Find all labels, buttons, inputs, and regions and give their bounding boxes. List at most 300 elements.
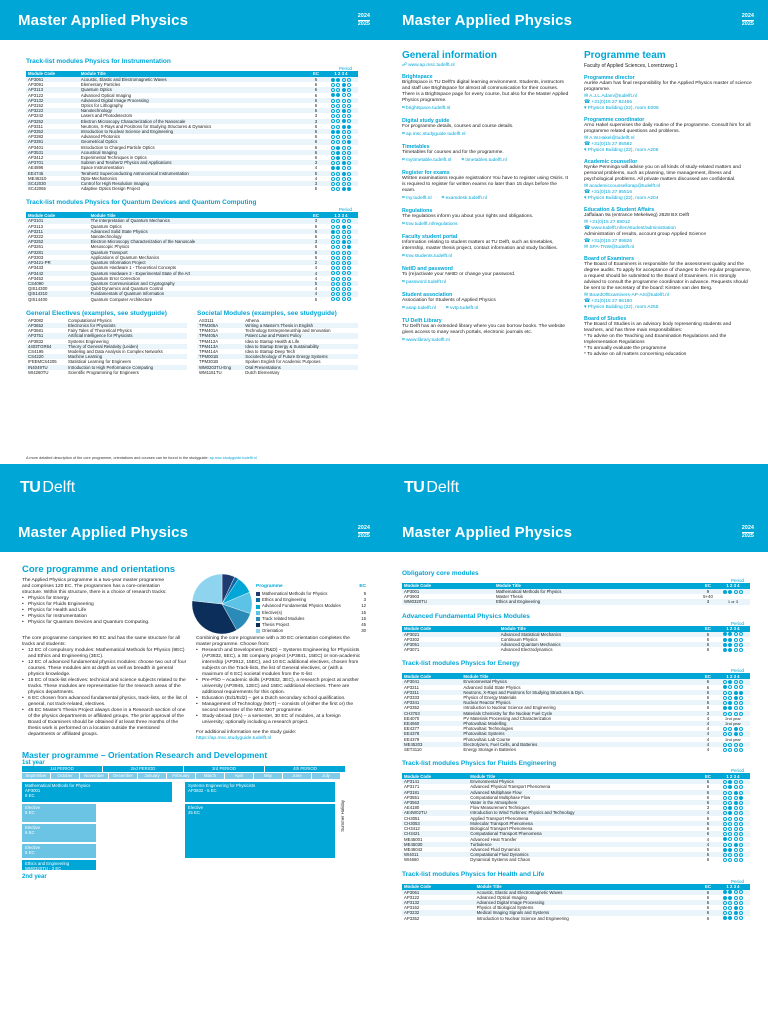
period-dot-filled [336,146,340,150]
period-dot-empty [734,817,738,821]
period-label: Period [730,620,744,626]
info-link[interactable]: ⌗ tnw.students.tudelft.nl [402,254,453,259]
module-code: EE4379 [404,736,420,742]
module-ec: 6 [314,254,318,260]
team-heading: Programme coordinator [584,117,645,123]
period-dot-empty [739,785,743,789]
module-code: AP3071 [404,647,420,653]
module-title: Advanced Physical Transport Phenomena [470,784,551,790]
module-code: AP3252 [26,239,89,244]
link-row [402,104,570,112]
period-label: Period [730,578,744,583]
module-title: Experimental Techniques in Optics [80,155,147,161]
info-heading: Regulations [402,208,433,214]
column-header-periods: 1 2 3 4 [716,673,750,679]
month-cell: April [225,773,253,779]
module-ec: 6 [700,632,716,637]
contact-line[interactable]: ☎ +31(0)15 27 85516 [584,190,632,195]
period-label: Period [730,768,744,774]
period-dot-empty [723,748,727,752]
module-ec: 4 [314,275,318,281]
team-text: Jaffalaan 9a (entrance Mekelweg) 2628 BX Delft [584,213,690,218]
module-title: Optics for Lithography [80,103,123,109]
header-band [384,512,768,552]
list-item: • Physics for Health and Life [22,608,172,614]
module-code: AP3311 [28,123,43,129]
contact-line[interactable]: ✉ SPA-TNW@tudelft.nl [584,245,635,250]
module-ec: 6 [314,123,318,129]
module-code: AP3341 [402,700,461,705]
module-code: AP3162 [404,905,420,911]
period-dot-empty [347,277,351,281]
module-title: PV Materials Processing and Characterization [463,715,552,721]
module-title: Theory of General Relativity (Leiden) [66,344,187,349]
module-ec: 6 [706,705,710,711]
period-dot-filled [331,93,335,97]
period-dot-empty [342,292,346,296]
period-dot-empty [739,858,743,862]
tudelft-logo: TU Delft [404,479,460,496]
period-dot-filled [342,119,346,123]
period-dot-empty [734,832,738,836]
module-code: AP3021 [402,632,499,637]
module-title: Opto-Mechatronics [80,175,118,181]
module-code: CS4090 [26,281,89,286]
period-dot-empty [336,277,340,281]
module-code: TPM412A [199,338,219,344]
table-row [402,599,750,604]
period-dot-empty [347,146,351,150]
module-ec: 4 [314,175,318,181]
module-ec: 6 [308,87,324,92]
period-dot-empty [734,858,738,862]
legend-swatch [256,592,260,596]
block-systems-engineering: Systems Engineering for Physicists AP3832 - 5 EC [185,782,335,802]
period-dot-empty [342,277,346,281]
list-item: • Physics for Quantum Devices and Quantum Computing. [22,620,172,626]
module-ec: 6 [308,98,324,103]
website-link[interactable]: ☍ www.ap.msc.tudelft.nl [402,63,455,68]
module-title: Oral Presentations [243,365,358,370]
page-instrumentation [0,0,384,512]
module-title: Quantum Error Correction [90,275,141,281]
info-link[interactable]: ⌗ www.library.tudelft.nl [402,338,450,343]
module-title: Advanced Digital Image Processing [475,900,700,905]
module-title: Introduction to Wind Turbines: Physics and Technology [468,810,700,815]
module-code: AP3061 [26,77,79,82]
module-title: Modeling and Data Analysis in Complex Networks [68,348,163,354]
module-code: AP3001 [402,589,494,594]
module-code: EE4660 [402,721,461,726]
module-ec: 6 [706,636,710,642]
module-title: Machine Learning [66,354,187,359]
module-ec: 6 [314,155,318,161]
month-cell: July [312,773,340,779]
module-title: Materials Chemistry for the Nuclear Fuel Cycle [461,711,700,716]
module-title: Master Thesis [495,594,523,600]
module-title: Photovoltaic Technologies [463,726,514,732]
period-dot-filled [342,225,346,229]
period-dot-empty [739,685,743,689]
module-code: AP3751 [26,333,66,338]
period-dot-filled [728,811,732,815]
module-title: Quantum Computer Architecture [90,296,153,302]
info-link[interactable]: ⌗ timetables.tudelft.nl [461,158,507,163]
column-header-periods: 1 2 3 4 [716,626,750,632]
table-row [402,857,750,862]
module-ec: 4 [700,721,716,726]
period-dot-filled [723,890,727,894]
period-dot-filled [342,88,346,92]
period-dot-empty [734,785,738,789]
contact-line[interactable]: ▾ Physics Building (22), room A206 [584,148,659,153]
studyguide-note: A more detailed description of the core programme, orientations and courses can be found in the studyguide: ap.msc.studyguide.tudelft.nl [26,456,257,460]
info-heading: Timetables [402,144,430,150]
module-code: WM0320TU [402,599,494,604]
period-dot-empty [336,266,340,270]
info-text: Information relating to student matters at TU Delft, such as timetables, internship, master thesis project, contact information and study facilities. [402,240,558,251]
table-fluids [402,773,750,862]
module-ec: 3 [308,181,324,186]
module-title: Quantum Communication and Cryptography [89,281,308,286]
period-dot-empty [331,266,335,270]
info-link[interactable]: ⌗ vvtp.tudelft.nl [445,306,479,311]
table-title-energy: Track-list modules Physics for Energy [402,660,520,668]
list-item: • 6 EC chosen from advanced fundamental physics, track-lists, or the list of general, not track-related, electives. [22,696,188,708]
info-link[interactable]: ⌗ ap.msc.studyguide.tudelft.nl [402,132,466,137]
module-title: Qubit Dynamics and Quantum Control [90,286,164,292]
contact-line[interactable]: ▾ Physics Building (22), room E006 [584,106,659,111]
module-code: AP3652 [26,323,66,328]
module-title: Nanotechnology [90,234,122,240]
column-header: EC [308,71,324,77]
module-code: 4403TGR64 [26,344,66,349]
module-code: SET3110 [404,747,422,753]
module-title: Lasers and Photodetectors [80,113,133,119]
contact-line[interactable]: ☎ +31(0)15 27 85582 [584,142,632,147]
module-ec: 6 [700,910,716,915]
month-cell: June [283,773,311,779]
module-code: ME45001 [404,836,423,842]
info-link[interactable]: ⌗ brightspace.tudelft.nl [402,106,451,111]
module-code: AP3681 [28,328,44,334]
module-ec: 4 [314,286,318,292]
module-code: WM1151TU [199,369,222,375]
period-dot-empty [342,251,346,255]
period-dot-empty [331,114,335,118]
legend-swatch [256,623,260,627]
column-header: Module Title [499,626,700,632]
module-periods [716,647,750,652]
period-dot-empty [723,858,727,862]
info-link[interactable]: ⌗ examdesk.tudelft.nl [441,196,487,201]
module-ec: 4 [314,165,318,171]
module-title: Biological Transport Phenomena [470,826,533,832]
month-cell: February [167,773,195,779]
contact-line[interactable]: ✉ A.J.L.Adam@tudelft.nl [584,94,637,99]
module-ec: 6 [700,700,716,705]
module-code: AP3701 [26,160,79,165]
module-code: AP3303 [28,254,44,260]
month-header [22,773,362,779]
module-code: AP3531 [26,150,79,155]
module-title: Introduction to Nuclear Science and Engineering [476,915,569,921]
period-dot-empty [336,172,340,176]
team-text: Arno Hakel supervises the daily routine of the programme. Consult him for all programme related questions and problems. [584,123,751,134]
module-ec: 5 [308,171,324,176]
module-code: AP3051 [402,642,499,647]
contact-line[interactable]: ☎ +31(0)15 27 86180 [584,299,632,304]
module-periods [324,186,358,191]
module-code: WI4260TU [28,369,49,375]
module-code: WI4660 [404,857,419,863]
month-cell: November [80,773,108,779]
module-code: CH3763 [402,711,461,716]
core-intro: The Applied Physics programme is a two-year master programme and comprises 120 EC. The programmes has a core-orientation structure. Within this structure, there is a choice of research tracks: [22,578,167,595]
module-code: SC42030 [26,181,79,186]
contact-line[interactable]: ☎ +31(0)15 27 82455 [584,100,632,105]
team-text: Nynke Penninga will advise you on all kinds of study-related matters and personal problems, such as planning, time management, illness and psychological problems. All private matters discussed are confidential. [584,165,741,182]
module-code: AP3091 [28,82,44,88]
legend-swatch [256,617,260,621]
contact-line[interactable]: ▾ Physics Building (22), room A204 [584,196,659,201]
contact-line[interactable]: ▾ Physics Building (22), room A255 [584,305,659,310]
period-label: Period [338,207,352,213]
period-dot-empty [331,140,335,144]
module-title: Space Instrumentation [80,165,124,171]
module-title: Advanced Heat Transfer [470,836,517,842]
table-title-instrumentation: Track-list modules Physics for Instrumentation [26,58,171,65]
module-code: AP3232 [402,910,475,915]
module-ec: 4 [314,265,318,271]
period-dot-empty [723,911,727,915]
module-ec: 5 [314,186,318,192]
info-text: Brightspace is TU Delft's digital learning environment. Students, instructors and staff use Brightspace for almost all communication for their courses. There is a Brightspace page for every course, but also for the Master Applied Physics programme. [402,80,569,103]
page-information [384,0,768,512]
module-code: AP3311 [402,690,461,695]
module-title: Turbulence [468,842,700,847]
list-item: • Study-abroad (SA) – a semester, 30 EC of modules, at a foreign university; optionally including a research project. [196,714,362,726]
core-structure-text: The core programme comprises 90 EC and has the same structure for all tracks and students: [22,636,181,647]
period-text: 1 or 3 [727,599,739,605]
period-dot-empty [739,916,743,920]
contact-line[interactable]: ✉ +31(0)15 27 88012 [584,220,631,225]
column-header-periods: 1 2 3 4 [716,773,750,779]
core-programme-title: Core programme and orientations [22,564,176,575]
page-modules [384,512,768,1024]
period-dot-empty [342,219,346,223]
module-code: AP3442 [26,271,89,276]
module-code: AP3252 [26,119,79,124]
column-header-periods: 1 2 3 4 [324,212,358,218]
module-code: IN4049TU [26,365,66,370]
module-title: Spoken English for Academic Purposes [245,359,321,365]
column-header: EC [700,626,716,632]
link-row [402,252,570,260]
module-periods [716,747,750,752]
module-code: CS4195 [28,348,44,354]
module-title: Computational Fluid Dynamics [468,852,700,857]
legend-label: Thesis Project [262,622,290,628]
module-ec: 6 [706,894,710,900]
month-cell: September [22,773,50,779]
list-item: • Management of Technology (MoT) – consists of (either the first or) the second semester of the MSc MoT programme. [196,702,362,714]
module-code: IFEEMCS4205 [28,359,57,365]
module-ec: 3 [308,119,324,124]
module-title: Physics of Biological Systems [476,905,534,911]
pie-legend: Programme EC Mathematical Methods for Physics 9 Ethics and Engineering 3 Advanced Fundamental Physics Modules 12 Elective(s) 15 Track related Modules 15 Thesis Project 45 Orientation 30 [256,584,366,634]
module-ec: 4 [700,842,716,847]
column-header-periods: 1 2 3 4 [716,583,750,589]
period-dot-filled [723,632,727,636]
module-title: Advanced Statistical Mechanics [499,632,700,637]
period-dot-empty [739,896,743,900]
contact-line[interactable]: ☎ +31(0)15 27 89826 [584,239,632,244]
module-ec: 6 [308,150,324,155]
module-code: AP3401 [28,144,44,150]
period-dot-filled [723,648,727,652]
track-list [22,596,172,626]
period-dot-empty [336,187,340,191]
info-link[interactable]: ⌗ tnw.tudelft.nl/regulations [402,222,458,227]
info-link[interactable]: ⌗ asap.tudelft.nl [402,306,436,311]
contact-line[interactable]: ✉ A.W.Hakel@tudelft.nl [584,136,635,141]
period-dot-filled [331,166,335,170]
period-dot-empty [347,266,351,270]
list-item: • Research and Development (R&D) – Systems Engineering for Physicists (AP3832, 5EC), a SE company project (AP3841, 15EC) or non-academic internship (AP3912, 15EC), and 10 EC additional electives, chosen from subjects on the Track-lists, the list of General electives, or (with a maximum of 6 EC) societal modules from the S-list [196,648,362,678]
legend-label: Mathematical Methods for Physics [262,591,328,596]
period-dot-empty [723,843,727,847]
info-link[interactable]: ⌗ password.tudelft.nl [402,280,447,285]
module-ec: 6 [314,103,318,109]
period-dot-empty [734,916,738,920]
info-heading: Student association [402,292,453,298]
contact-line[interactable]: ☎ www.tudelft.nl/en/student/administration [584,226,676,231]
period-dot-empty [728,832,732,836]
month-cell: December [109,773,137,779]
period-dot-empty [331,251,335,255]
module-code: AP3352 [404,705,420,711]
legend-label: Orientation [262,628,284,634]
module-ec: 3 [308,160,324,165]
module-title: Quantum Optics [79,87,308,92]
block-math-methods: Mathematical Methods for Physics AP3001 9 EC [22,782,172,802]
period-dot-filled [728,706,732,710]
module-ec: 9 [700,589,716,594]
period-dot-empty [331,146,335,150]
period-dot-empty [734,680,738,684]
legend-swatch [256,598,260,602]
studyguide-link[interactable]: ap.msc.studyguide.tudelft.nl [209,456,257,460]
contact-line[interactable]: ✉ BoardOfExaminers-AP-AS@tudelft.nl [584,293,669,298]
period-label: Period [730,878,744,884]
module-title: Terahertz Superconducting Astronomical Instrumentation [79,171,308,176]
module-ec: 6 [700,779,716,784]
period-dot-empty [739,706,743,710]
period-dot-empty [347,119,351,123]
module-code: AP3412 [28,155,44,161]
module-title: Mesoscopic Physics [90,244,130,250]
period-label: Period [730,668,744,674]
period-dot-empty [739,791,743,795]
module-ec: 6 [700,690,716,695]
period-dot-empty [331,245,335,249]
link-row [402,278,570,286]
column-header: EC [308,212,324,218]
team-text: Administration of results, account group Applied Science [584,232,707,237]
module-ec: 6 [700,831,716,836]
link-row [402,130,570,138]
module-title: Electron Microscopy Characterization of the Nanoscale [79,119,308,124]
period-dot-empty [734,748,738,752]
block-elective-3: Elective 6 EC [22,844,96,858]
module-title: Continuum Physics [500,636,538,642]
info-text: Written examinations require registration! You have to register using Osiris. It is required to register for written exams no later than 15 days before the exam. [402,176,568,193]
module-title: Writing a Master's Thesis in English [243,323,358,328]
studyguide-link[interactable]: https://ap.msc.studyguide.tudelft.nl [196,736,272,741]
team-heading: Academic counsellor [584,159,638,165]
general-information-title: General information [402,50,498,61]
period-dot-empty [728,685,732,689]
module-code: TPM305A [197,323,243,328]
period-dot-filled [347,187,351,191]
header-band [0,0,384,40]
period-dot-empty [723,832,727,836]
second-year-label: 2nd year [22,874,47,880]
module-code: CH3421 [402,831,468,836]
info-link[interactable]: ⌗ my.tudelft.nl [402,196,432,201]
module-ec: 6 [706,915,710,921]
module-title: Quantum Information Project [89,260,308,265]
info-text: To (re)activate your NetID or change your password. [402,272,516,277]
info-text: TU Delft has an extended library where you can borrow books. The website gives access to many search portals, electronic journals etc. [402,324,566,335]
page-core-programme [0,512,384,1024]
module-ec: 6 [314,134,318,140]
module-code: TPM301B [199,359,219,365]
module-ec: 6 [308,129,324,134]
legend-value: 15 [361,609,366,615]
info-link[interactable]: ⌗ mytimetable.tudelft.nl [402,158,452,163]
period-dot-filled [728,632,732,636]
module-title: Computational Transport Phenomena [468,831,700,836]
module-ec: 6 [700,790,716,795]
year-badge: 2024 2025 [357,13,370,27]
orientation-list [196,648,362,726]
period-dot-empty [723,785,727,789]
module-code: AP3452 [28,275,44,281]
contact-line[interactable]: ✉ academiccounsellorap@tudelft.nl [584,184,661,189]
module-title: Statistical Learning for Engineers [68,359,132,365]
module-title: Acoustic, Elastic and Electromagnetic Waves [475,890,700,895]
module-ec: 4 [308,271,324,276]
period-dot-empty [336,245,340,249]
module-title: Advanced Quantum Mechanics [499,642,700,647]
period-dot-filled [728,890,732,894]
module-code: AP3211 [26,229,89,234]
module-ec: 6 [700,852,716,857]
module-ec: 4 [706,726,710,732]
period-dot-filled [723,837,727,841]
column-header: Module Title [468,773,700,779]
period-dot-empty [739,811,743,815]
module-code: AP3132 [402,900,475,905]
module-code: AE4180 [404,805,420,811]
period-dot-empty [347,219,351,223]
first-year-label: 1st year [22,760,45,766]
module-code: TPM413A [197,344,243,349]
module-title: Nuclear Reactor Physics [461,700,700,705]
period-dot-empty [734,896,738,900]
